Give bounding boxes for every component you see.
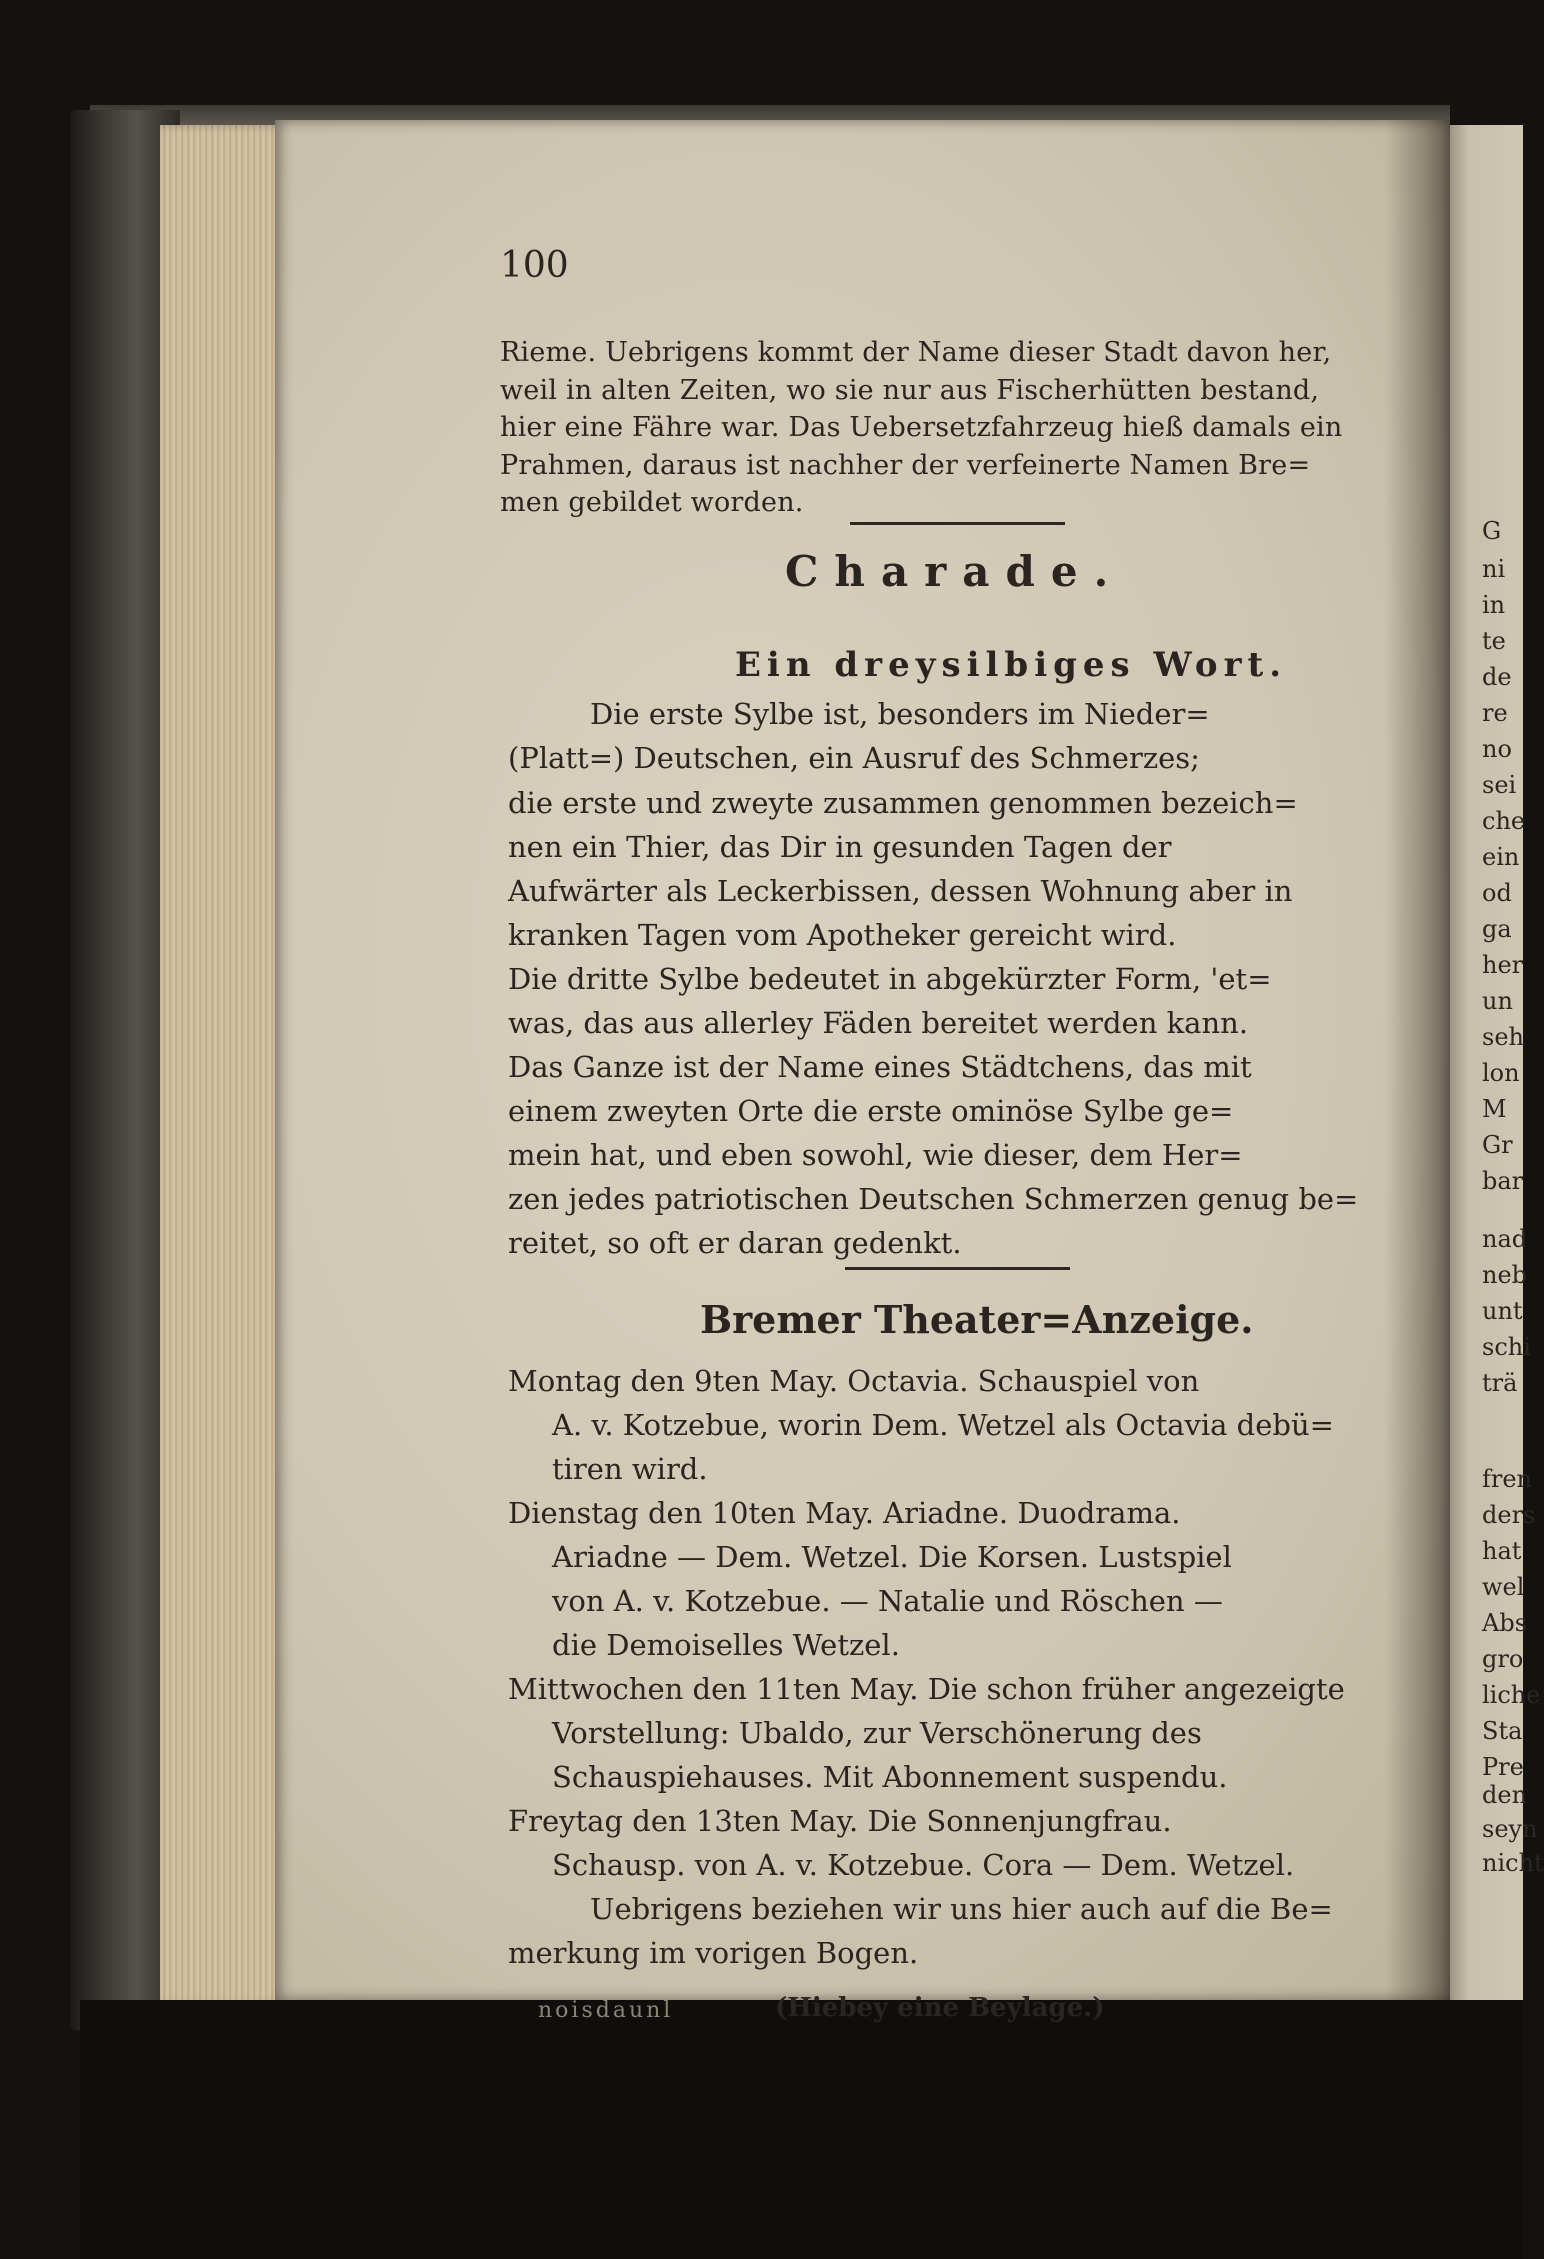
charade-line: einem zweyten Orte die erste ominöse Sylbe ge= [508, 1094, 1234, 1128]
facing-page-fragment: seh [1482, 1023, 1524, 1051]
facing-page-fragment: in [1482, 591, 1506, 619]
facing-page-fragment: Sta [1482, 1717, 1523, 1745]
facing-page-fragment: ein [1482, 843, 1520, 871]
charade-line: Das Ganze ist der Name eines Städtchens, das mit [508, 1050, 1252, 1084]
facing-page-fragment: che [1482, 807, 1526, 835]
page-number: 100 [500, 245, 569, 286]
charade-line: (Platt=) Deutschen, ein Ausruf des Schmerzes; [508, 741, 1200, 775]
charade-line: die erste und zweyte zusammen genommen bezeich= [508, 786, 1298, 820]
facing-page-fragment: ni [1482, 555, 1506, 583]
theater-entry-line: Schausp. von A. v. Kotzebue. Cora — Dem. Wetzel. [552, 1848, 1295, 1882]
facing-page-fragment: gro [1482, 1645, 1524, 1673]
charade-title: Charade. [785, 547, 1125, 596]
facing-page-fragment: trä [1482, 1369, 1518, 1397]
theater-entry-line: Schauspiehauses. Mit Abonnement suspendu. [552, 1760, 1228, 1794]
facing-page-fragment: ders [1482, 1501, 1536, 1529]
facing-page-fragment: nicht [1482, 1849, 1544, 1877]
theater-entry-line: tiren wird. [552, 1452, 708, 1486]
charade-line: Die dritte Sylbe bedeutet in abgekürzter Form, 'et= [508, 962, 1272, 996]
facing-page-fragment: lon [1482, 1059, 1520, 1087]
theater-entry-line: A. v. Kotzebue, worin Dem. Wetzel als Octavia debü= [552, 1408, 1334, 1442]
theater-entry-line: Mittwochen den 11ten May. Die schon früher angezeigte [508, 1672, 1345, 1706]
footer-note: (Hiebey eine Beylage.) [775, 1993, 1105, 2023]
facing-page-fragment: seyn [1482, 1815, 1538, 1843]
facing-page-fragment: liche [1482, 1681, 1541, 1709]
facing-page-fragment: ga [1482, 915, 1512, 943]
charade-line: zen jedes patriotischen Deutschen Schmerzen genug be= [508, 1182, 1359, 1216]
theater-entry-line: Dienstag den 10ten May. Ariadne. Duodrama. [508, 1496, 1181, 1530]
theater-entry-line: Ariadne — Dem. Wetzel. Die Korsen. Lustspiel [552, 1540, 1232, 1574]
divider-rule [850, 522, 1065, 525]
facing-page-fragment: M [1482, 1095, 1507, 1123]
facing-page-fragment: Pre [1482, 1753, 1524, 1781]
bleedthrough-text: noisdaunl [538, 1998, 674, 2023]
closing-line: merkung im vorigen Bogen. [508, 1936, 919, 1970]
facing-page-fragment: re [1482, 699, 1508, 727]
facing-page-fragment: her [1482, 951, 1524, 979]
facing-page-fragment: Gr [1482, 1131, 1513, 1159]
charade-line: kranken Tagen vom Apotheker gereicht wird. [508, 918, 1177, 952]
theater-entry-line: von A. v. Kotzebue. — Natalie und Röschen — [552, 1584, 1223, 1618]
charade-line: nen ein Thier, das Dir in gesunden Tagen der [508, 830, 1172, 864]
theater-entry-line: Vorstellung: Ubaldo, zur Verschönerung des [552, 1716, 1202, 1750]
facing-page-fragment: schi [1482, 1333, 1531, 1361]
facing-page-fragment: G [1482, 517, 1502, 545]
facing-page-fragment: wel [1482, 1573, 1525, 1601]
facing-page-fragment: Abs [1482, 1609, 1528, 1637]
charade-line: Aufwärter als Leckerbissen, dessen Wohnung aber in [508, 874, 1293, 908]
charade-subtitle: Ein dreysilbiges Wort. [735, 645, 1288, 685]
facing-page-fragment: unt [1482, 1297, 1523, 1325]
theater-entry-line: die Demoiselles Wetzel. [552, 1628, 900, 1662]
charade-line: Die erste Sylbe ist, besonders im Nieder= [590, 697, 1210, 731]
facing-page-fragment: bar [1482, 1167, 1524, 1195]
theater-title: Bremer Theater=Anzeige. [700, 1297, 1254, 1342]
facing-page-fragment: no [1482, 735, 1512, 763]
facing-page-fragment: sei [1482, 771, 1517, 799]
intro-line: weil in alten Zeiten, wo sie nur aus Fischerhütten bestand, [500, 375, 1320, 406]
intro-line: hier eine Fähre war. Das Uebersetzfahrzeug hieß damals ein [500, 412, 1343, 443]
divider-rule [845, 1267, 1070, 1270]
page-stack-edges [160, 125, 290, 2005]
facing-page-fragment: de [1482, 663, 1512, 691]
theater-entry-line: Montag den 9ten May. Octavia. Schauspiel von [508, 1364, 1200, 1398]
facing-page-fragment: un [1482, 987, 1513, 1015]
background-shadow [80, 2000, 1523, 2259]
charade-line: reitet, so oft er daran gedenkt. [508, 1226, 962, 1260]
intro-line: Rieme. Uebrigens kommt der Name dieser Stadt davon her, [500, 337, 1332, 368]
charade-line: mein hat, und eben sowohl, wie dieser, dem Her= [508, 1138, 1243, 1172]
facing-page-fragment: nad [1482, 1225, 1528, 1253]
page-gutter [1385, 120, 1455, 2000]
facing-page-fragment: hat [1482, 1537, 1522, 1565]
intro-line: men gebildet worden. [500, 487, 804, 518]
closing-line: Uebrigens beziehen wir uns hier auch auf die Be= [590, 1892, 1333, 1926]
theater-entry-line: Freytag den 13ten May. Die Sonnenjungfrau. [508, 1804, 1172, 1838]
facing-page-fragment: te [1482, 627, 1506, 655]
intro-line: Prahmen, daraus ist nachher der verfeinerte Namen Bre= [500, 450, 1311, 481]
charade-line: was, das aus allerley Fäden bereitet werden kann. [508, 1006, 1249, 1040]
facing-page-fragment: neb [1482, 1261, 1528, 1289]
facing-page-fragment: den [1482, 1781, 1528, 1809]
facing-page-fragment: fren [1482, 1465, 1533, 1493]
facing-page-fragment: od [1482, 879, 1512, 907]
